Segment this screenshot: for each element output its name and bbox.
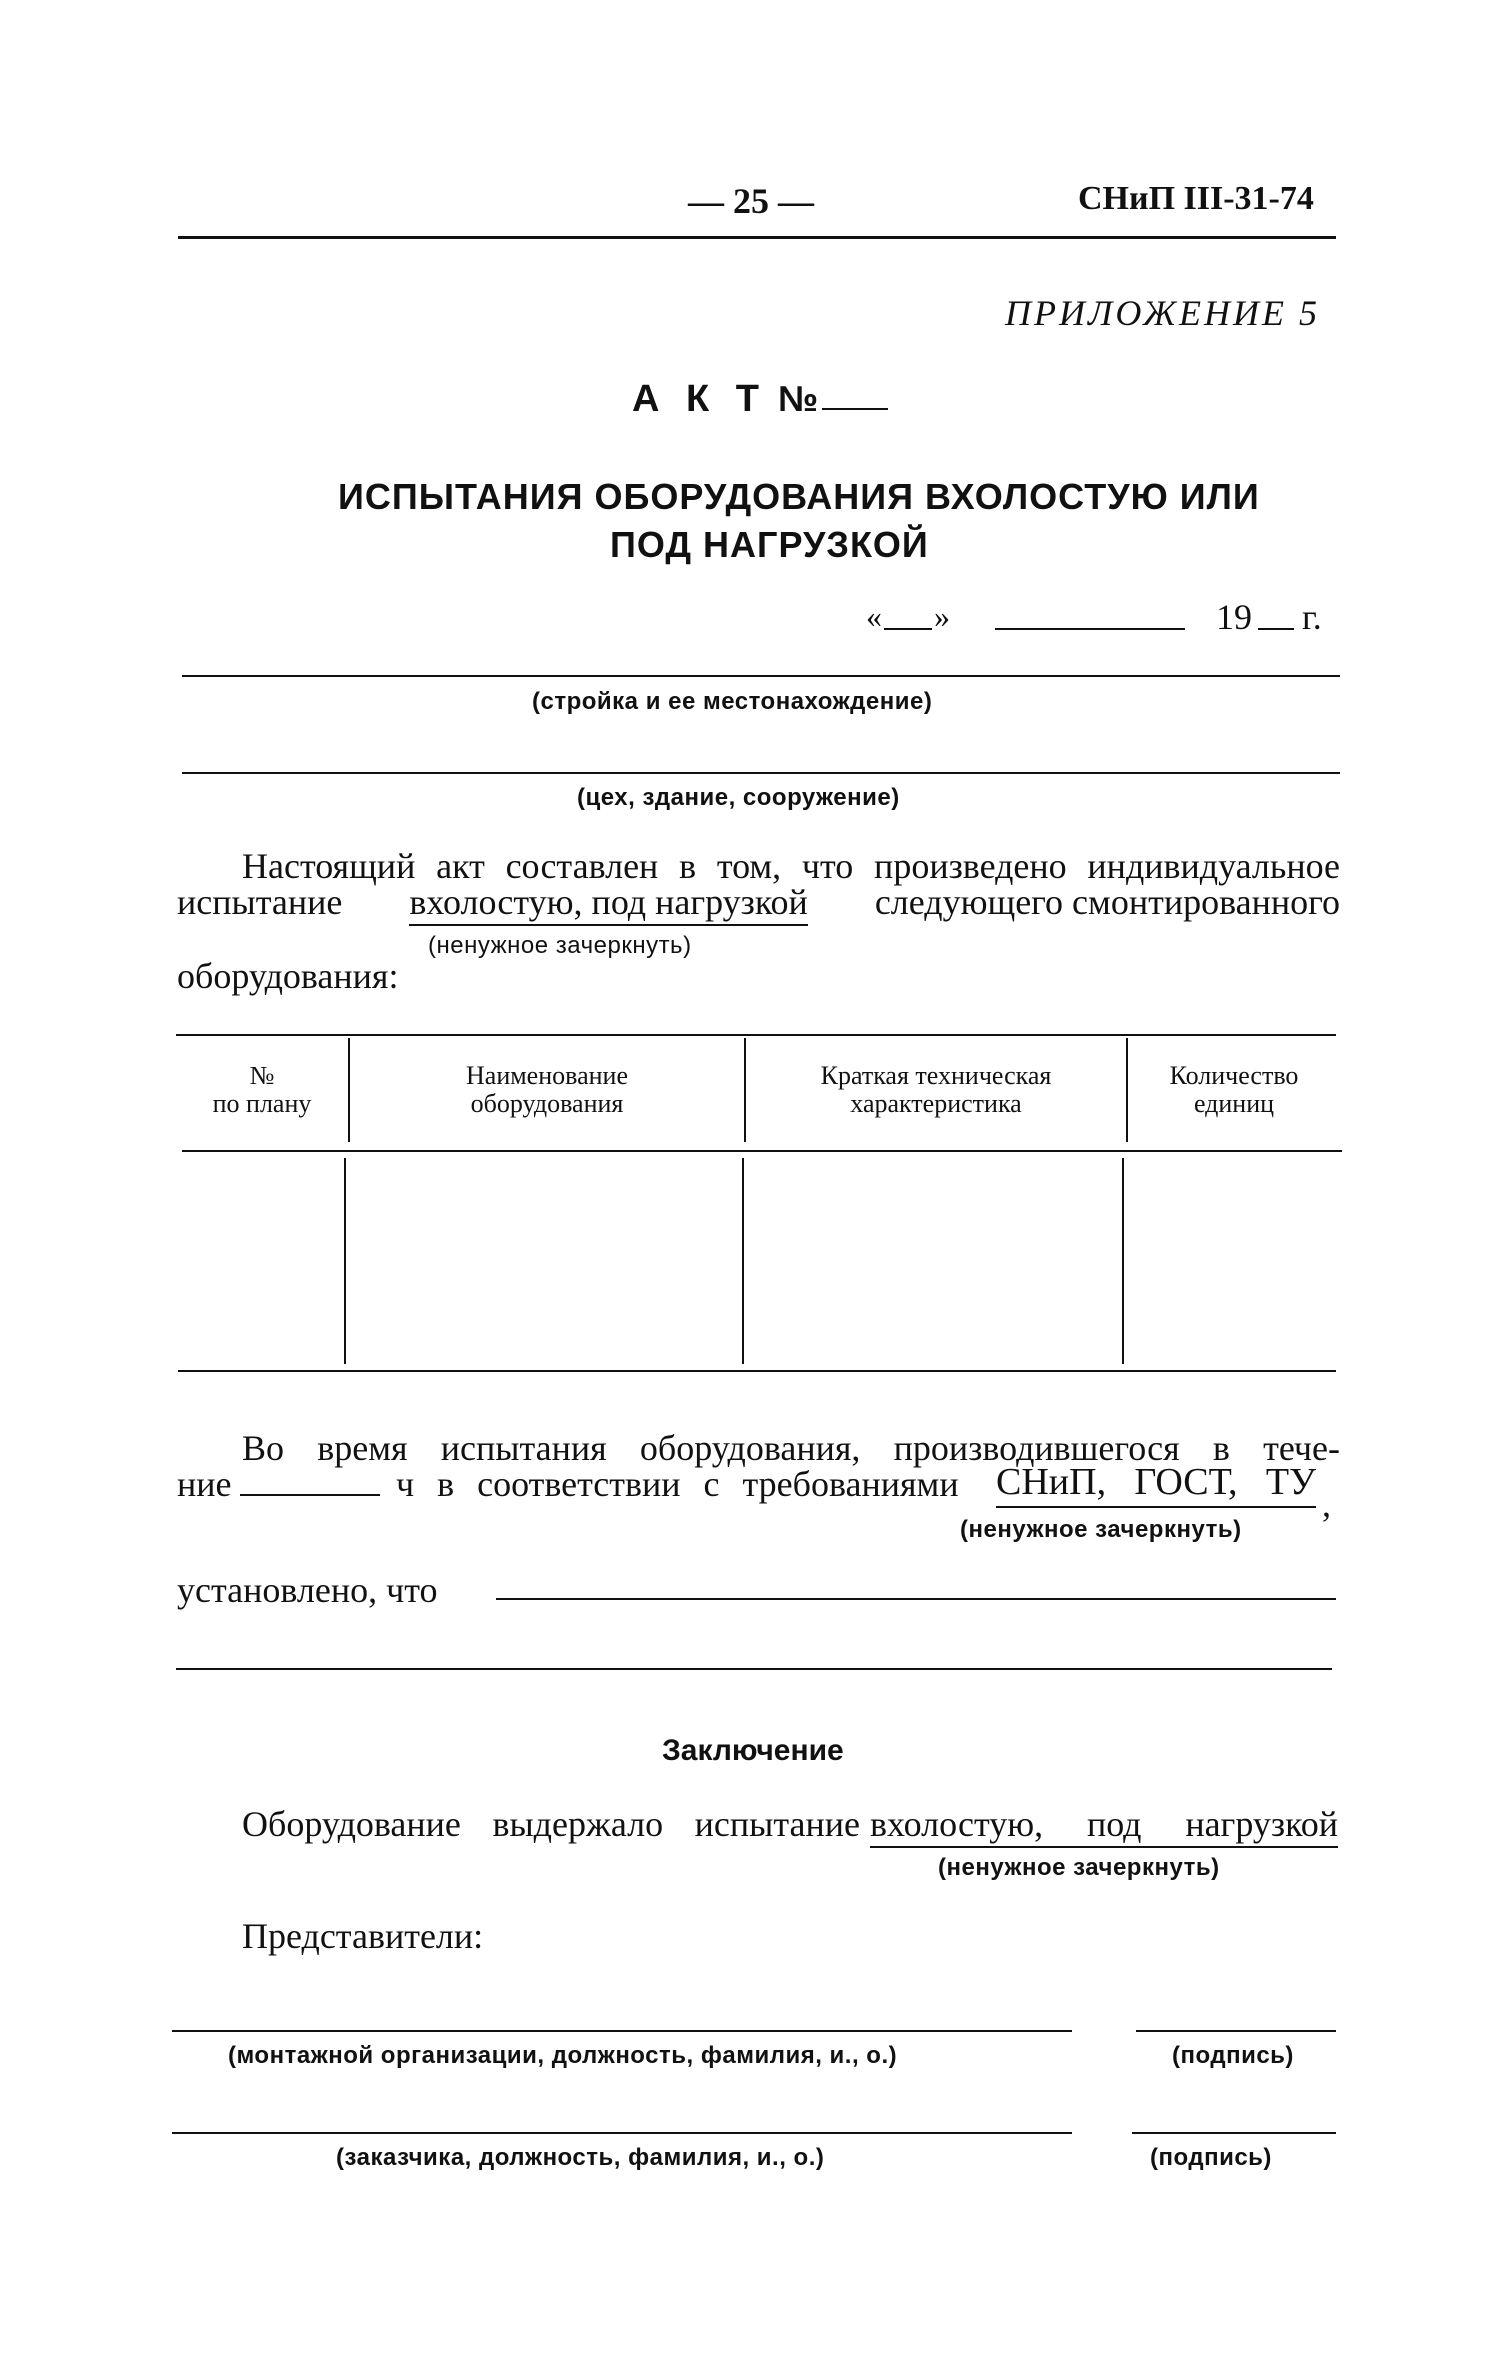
act-subtitle-line2: ПОД НАГРУЗКОЙ — [610, 524, 929, 565]
table-header-plan-number-line1: № — [249, 1061, 275, 1090]
installer-signature-blank[interactable] — [1136, 2030, 1336, 2032]
testing-line2-middle — [396, 1466, 982, 1502]
conclusion-text-prefix: Оборудование выдержало испытание — [242, 1804, 860, 1844]
table-header-equipment-name-line1: Наименование — [466, 1061, 628, 1090]
date-day-blank[interactable] — [884, 628, 932, 630]
customer-signature-blank[interactable] — [1132, 2132, 1336, 2134]
table-header-equipment-name-line2: оборудования — [470, 1089, 624, 1118]
installer-caption: (монтажной организации, должность, фамилия, и., о.) — [228, 2042, 898, 2069]
table-header-unit-count — [1128, 1062, 1340, 1118]
customer-signature-caption: (подпись) — [1150, 2144, 1272, 2171]
intro-line3: оборудования: — [177, 956, 399, 996]
customer-blank[interactable] — [172, 2132, 1072, 2134]
date-open-quote: « — [866, 598, 882, 634]
established-blank-2[interactable] — [176, 1668, 1332, 1670]
table-header-tech-characteristics-line1: Краткая техническая — [820, 1061, 1052, 1090]
table-header-plan-number — [176, 1062, 348, 1118]
installer-blank[interactable] — [172, 2030, 1072, 2032]
table-header-tech-characteristics — [746, 1062, 1126, 1118]
building-caption: (цех, здание, сооружение) — [577, 784, 900, 811]
table-header-equipment-name — [350, 1062, 744, 1118]
established-label: установлено, что — [177, 1570, 438, 1610]
date-year-blank[interactable] — [1258, 628, 1294, 630]
act-number-blank[interactable] — [822, 408, 888, 410]
table-col-divider-1-body — [344, 1158, 346, 1364]
site-caption: (стройка и ее местонахождение) — [532, 688, 933, 715]
intro-line2 — [177, 884, 1340, 926]
act-subtitle-line1: ИСПЫТАНИЯ ОБОРУДОВАНИЯ ВХОЛОСТУЮ ИЛИ — [338, 476, 1260, 517]
testing-line2-end: , — [1322, 1484, 1331, 1524]
header-rule — [178, 236, 1336, 239]
page-number: — 25 — — [688, 181, 814, 221]
table-header-unit-count-line1: Количество — [1169, 1061, 1299, 1090]
standard-code: СНиП III-31-74 — [1078, 180, 1314, 217]
table-col-divider-3-body — [1122, 1158, 1124, 1364]
date-year-suffix: г. — [1302, 597, 1322, 637]
table-header-plan-number-line2: по плану — [212, 1089, 312, 1118]
act-title: А К Т — [632, 378, 767, 420]
table-header-rule — [182, 1150, 1342, 1152]
conclusion-heading: Заключение — [662, 1734, 844, 1767]
testing-strike-caption: (ненужное зачеркнуть) — [960, 1516, 1242, 1543]
table-top-rule — [176, 1034, 1336, 1036]
testing-line2-prefix: ние — [177, 1464, 232, 1504]
building-blank[interactable] — [182, 772, 1340, 774]
table-header-unit-count-line2: единиц — [1193, 1089, 1275, 1118]
established-blank-1[interactable] — [496, 1598, 1336, 1600]
act-number-label: № — [778, 378, 819, 419]
customer-caption: (заказчика, должность, фамилия, и., о.) — [336, 2144, 825, 2171]
table-bottom-rule — [178, 1370, 1336, 1372]
testing-line2-options[interactable]: СНиП, ГОСТ, ТУ — [996, 1464, 1316, 1508]
conclusion-text-options[interactable]: вхолостую, под нагрузкой — [870, 1806, 1338, 1848]
date-close-quote: » — [934, 598, 950, 634]
intro-line1: Настоящий акт составлен в том, что произведено индивидуальное — [242, 846, 1340, 886]
representatives-label: Представители: — [242, 1916, 484, 1956]
site-blank[interactable] — [182, 675, 1340, 677]
date-month-blank[interactable] — [995, 628, 1185, 630]
date-year-prefix: 19 — [1216, 597, 1252, 637]
testing-hours-blank[interactable] — [240, 1494, 380, 1496]
intro-line2-suffix: следующего смонтированного — [874, 882, 1340, 922]
intro-line2-prefix: испытание — [177, 882, 343, 922]
testing-line2-middle-text: ч в соответствии с требованиями — [396, 1464, 959, 1504]
intro-strike-caption: (ненужное зачеркнуть) — [428, 932, 692, 959]
table-col-divider-2-body — [742, 1158, 744, 1364]
table-header-tech-characteristics-line2: характеристика — [850, 1089, 1022, 1118]
testing-line1: Во время испытания оборудования, производившегося в тече- — [242, 1428, 1340, 1468]
conclusion-strike-caption: (ненужное зачеркнуть) — [938, 1854, 1220, 1881]
intro-line2-options[interactable]: вхолостую, под нагрузкой — [409, 884, 807, 926]
appendix-label: ПРИЛОЖЕНИЕ 5 — [1005, 293, 1320, 333]
installer-signature-caption: (подпись) — [1172, 2042, 1294, 2069]
